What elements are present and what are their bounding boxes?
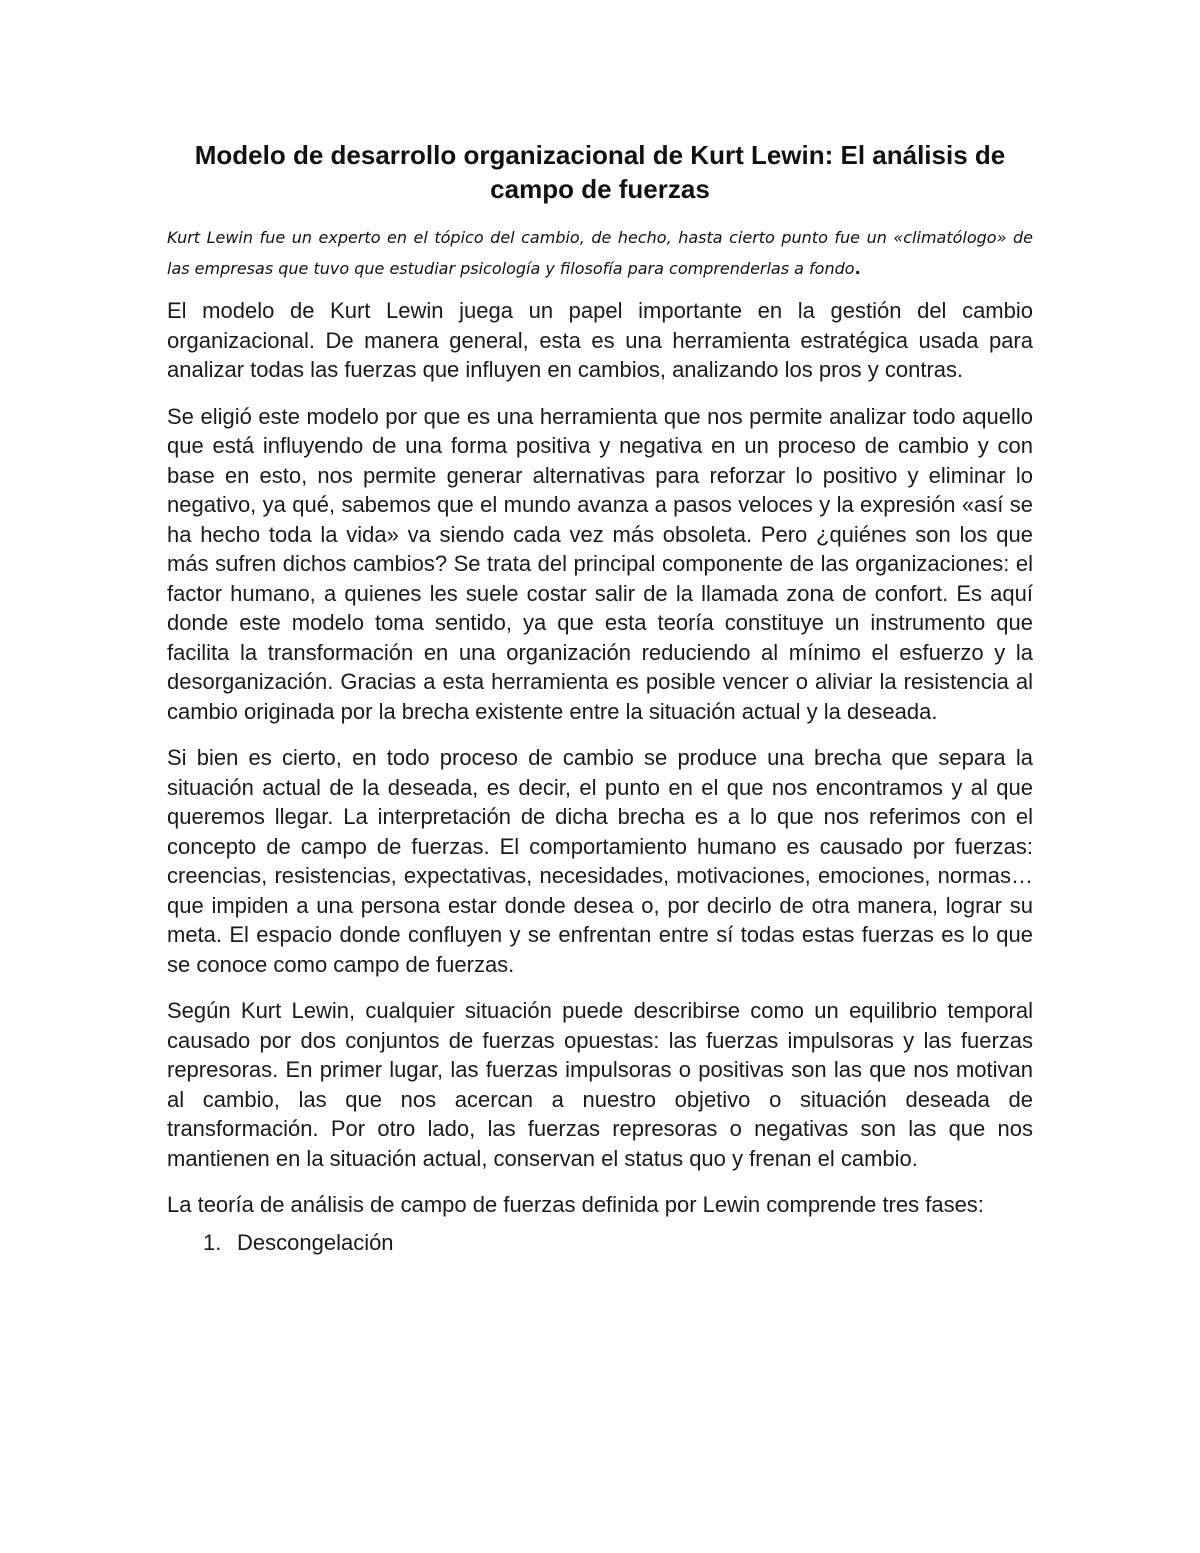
paragraph-2: Se eligió este modelo por que es una herramienta que nos permite analizar todo aquello que está influyendo de una forma positiva y negativa en un proceso de cambio y con base en esto, nos permite generar alternativas para reforzar lo positivo y eliminar lo negativo, ya qué, sabemos que el mundo avanza a pasos veloces y la expresión «así se ha hecho toda la vida» va siendo cada vez más obsoleta. Pero ¿quiénes son los que más sufren dichos cambios? Se trata del principal componente de las organizaciones: el factor humano, a quienes les suele costar salir de la llamada zona de confort. Es aquí donde este modelo toma sentido, ya que esta teoría constituye un instrumento que facilita la transformación en una organización reduciendo al mínimo el esfuerzo y la desorganización. Gracias a esta herramienta es posible vencer o aliviar la resistencia al cambio originada por la brecha existente entre la situación actual y la deseada. xyxy=(167,403,1033,724)
paragraph-1: El modelo de Kurt Lewin juega un papel importante en la gestión del cambio organizacional. De manera general, esta es una herramienta estratégica usada para analizar todas las fuerzas que influyen en cambios, analizando los pros y contras. xyxy=(167,298,1033,382)
intro-text: Kurt Lewin fue un experto en el tópico del cambio, de hecho, hasta cierto punto fue un «climatólogo» de las empresas que tuvo que estudiar psicología y filosofía para comprenderlas a fondo xyxy=(167,228,1033,278)
list-item-text: Descongelación xyxy=(237,1229,394,1255)
phases-list xyxy=(167,1228,1033,1258)
intro-end: . xyxy=(854,259,861,278)
document-title: Modelo de desarrollo organizacional de Kurt Lewin: El análisis de campo de fuerzas xyxy=(194,140,1006,204)
paragraph-3: Si bien es cierto, en todo proceso de cambio se produce una brecha que separa la situación actual de la deseada, es decir, el punto en el que nos encontramos y al que queremos llegar. La interpretación de dicha brecha es a lo que nos referimos con el concepto de campo de fuerzas. El comportamiento humano es causado por fuerzas: creencias, resistencias, expectativas, necesidades, motivaciones, emociones, normas… que impiden a una persona estar donde desea o, por decirlo de otra manera, lograr su meta. El espacio donde confluyen y se enfrentan entre sí todas estas fuerzas es lo que se conoce como campo de fuerzas. xyxy=(167,745,1033,977)
intro-paragraph xyxy=(167,222,1033,284)
paragraph-4: Según Kurt Lewin, cualquier situación puede describirse como un equilibrio temporal causado por dos conjuntos de fuerzas opuestas: las fuerzas impulsoras y las fuerzas represoras. En primer lugar, las fuerzas impulsoras o positivas son las que nos motivan al cambio, las que nos acercan a nuestro objetivo o situación deseada de transformación. Por otro lado, las fuerzas represoras o negativas son las que nos mantienen en la situación actual, conservan el status quo y frenan el cambio. xyxy=(167,998,1033,1171)
paragraph-5: La teoría de análisis de campo de fuerzas definida por Lewin comprende tres fases: xyxy=(167,1192,984,1217)
document-body xyxy=(167,138,1033,1257)
list-item-number: 1. xyxy=(203,1229,222,1255)
list-item xyxy=(167,1228,1033,1258)
